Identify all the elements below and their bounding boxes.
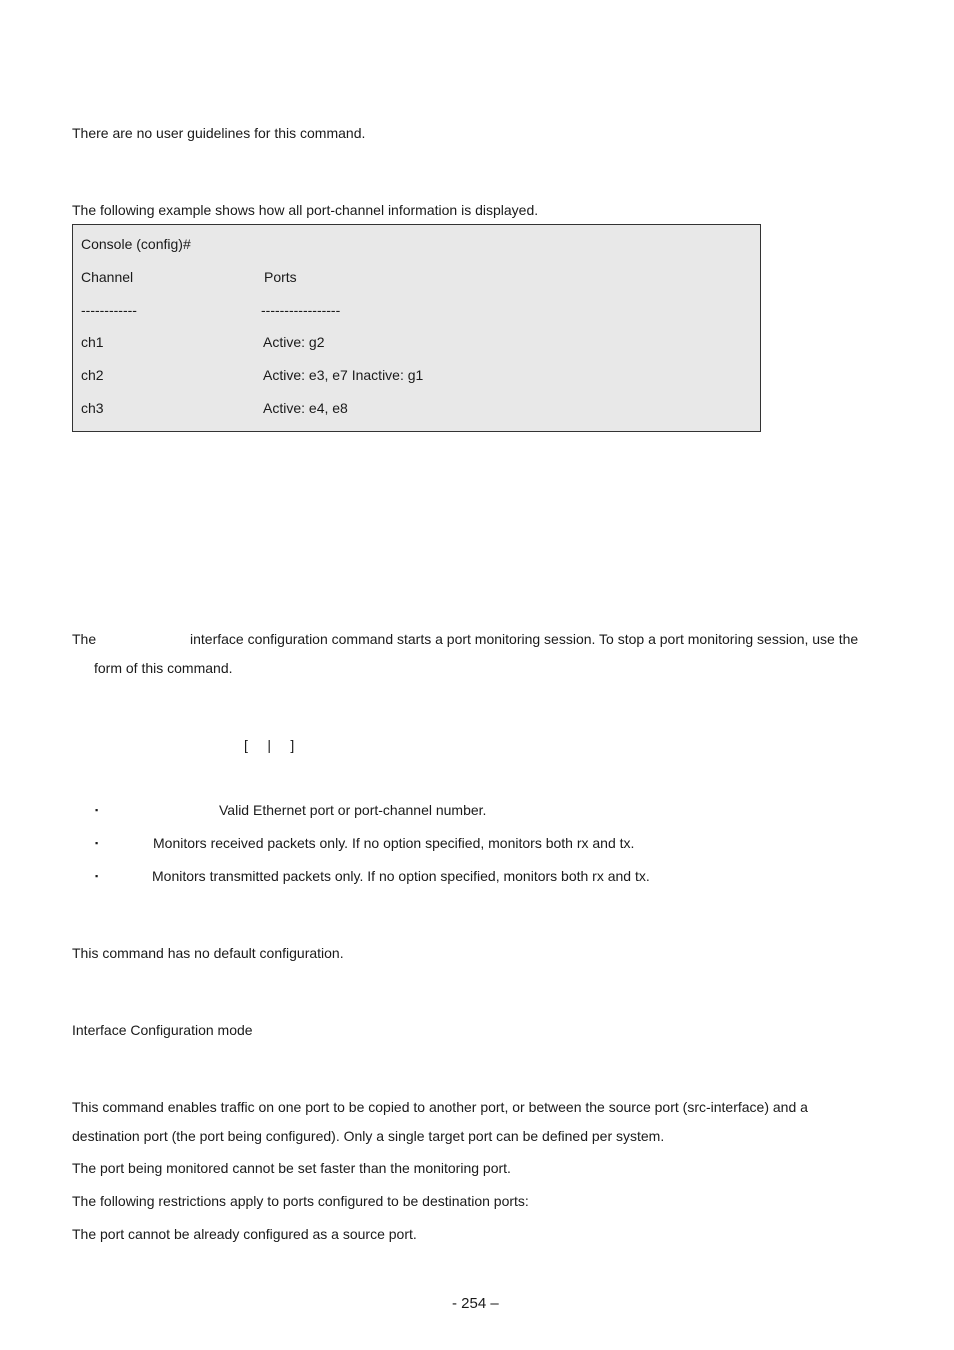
guideline-paragraph-2: The port being monitored cannot be set faster than the monitoring port. [72,1160,511,1176]
bullet-icon: ▪ [95,838,99,848]
table-row-ports: Active: g2 [263,334,325,350]
separator-ports: ----------------- [261,302,341,318]
table-row-channel: ch2 [81,367,104,383]
description-line-1: interface configuration command starts a port monitoring session. To stop a port monitoring session, use the [190,631,859,647]
guideline-paragraph-1-line-2: destination port (the port being configured). Only a single target port can be defined per system. [72,1128,665,1144]
parameter-description: Valid Ethernet port or port-channel number. [219,802,487,818]
example-intro-text: The following example shows how all port-channel information is displayed. [72,202,539,218]
guideline-paragraph-3: The following restrictions apply to ports configured to be destination ports: [72,1193,529,1209]
table-row-ports: Active: e3, e7 Inactive: g1 [263,367,424,383]
parameter-description: Monitors received packets only. If no option specified, monitors both rx and tx. [153,835,635,851]
syntax-brackets: [ | ] [244,737,295,753]
table-row-ports: Active: e4, e8 [263,400,348,416]
default-configuration-text: This command has no default configuration. [72,945,344,961]
table-row-channel: ch3 [81,400,104,416]
bullet-icon: ▪ [95,805,99,815]
command-mode-text: Interface Configuration mode [72,1022,253,1038]
parameter-description: Monitors transmitted packets only. If no option specified, monitors both rx and tx. [152,868,650,884]
console-example-box [72,224,761,432]
guideline-paragraph-1-line-1: This command enables traffic on one port to be copied to another port, or between the source port (src-interface) and a [72,1099,808,1115]
user-guidelines-text: There are no user guidelines for this command. [72,125,366,141]
table-row-channel: ch1 [81,334,104,350]
console-prompt: Console (config)# [81,236,191,252]
description-line-2: form of this command. [94,660,233,676]
guideline-paragraph-4: The port cannot be already configured as a source port. [72,1226,417,1242]
description-the: The [72,631,97,647]
bullet-icon: ▪ [95,871,99,881]
page-number: - 254 – [452,1295,499,1312]
column-header-channel: Channel [81,269,134,285]
separator-channel: ------------ [81,302,137,318]
column-header-ports: Ports [264,269,297,285]
